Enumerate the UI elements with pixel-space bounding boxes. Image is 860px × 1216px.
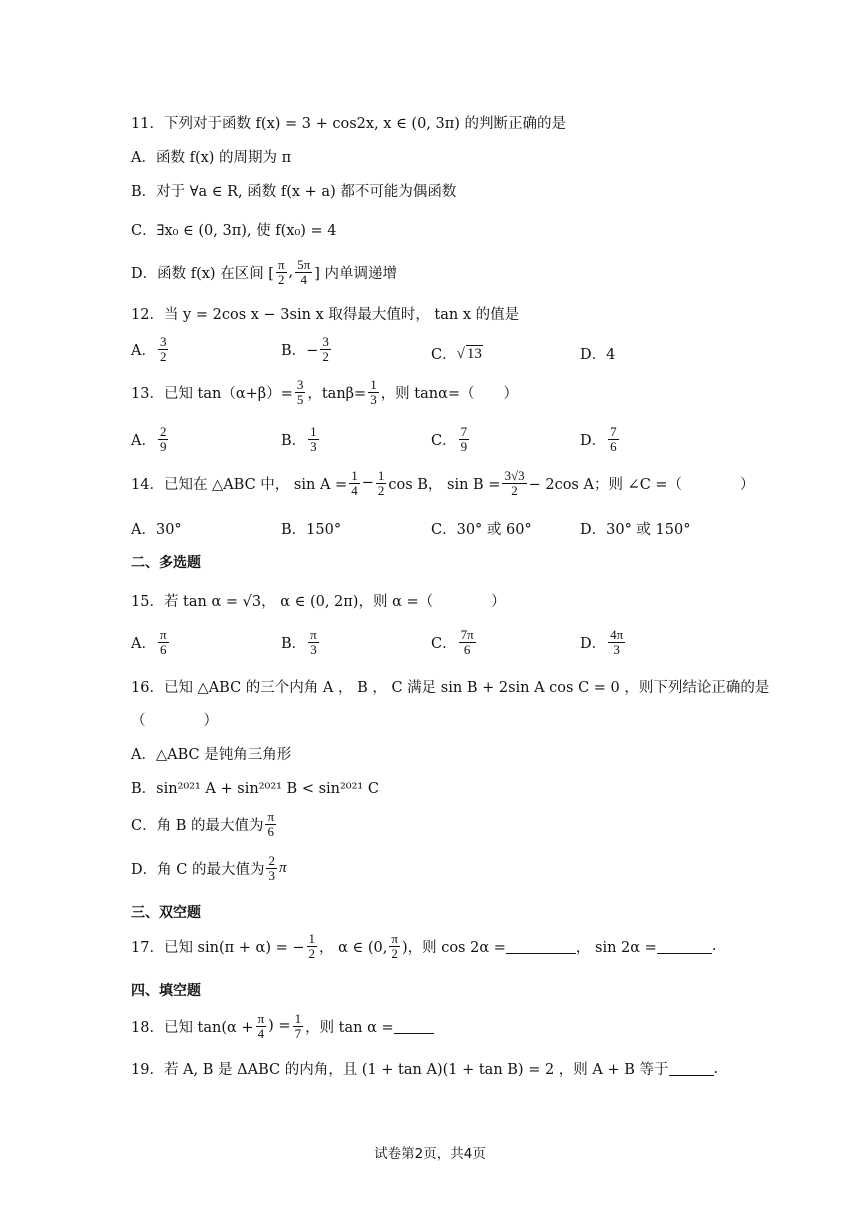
answer-blank[interactable] <box>394 1019 434 1034</box>
question-14-option-c: C．30° 或 60° <box>431 522 532 538</box>
question-11-stem: 11．下列对于函数 f(x) = 3 + cos2x, x ∈ (0, 3π) 的判断正确的是 <box>131 116 567 132</box>
question-13-option-a: A． $\frac{2}{9}$ <box>131 424 167 454</box>
question-17-stem: 17．已知 sin(π + α) = − $\frac{1}{2}$ ， α ∈ (0, $\frac{\pi}{2}$ )，则 cos 2α = ， sin 2α = . <box>131 931 717 961</box>
question-16-option-c: C．角 B 的最大值为 $\frac{\pi}{6}$ <box>131 809 275 839</box>
answer-blank[interactable] <box>669 1061 714 1076</box>
question-15-stem: 15．若 tan α = √3， α ∈ (0, 2π)，则 α =（ ） <box>131 594 506 610</box>
question-14-option-b: B．150° <box>281 522 342 538</box>
question-15-option-a: A． $\frac{\pi}{6}$ <box>131 627 167 657</box>
question-12-option-d: D．4 <box>580 347 616 363</box>
question-19-stem: 19．若 A, B 是 ΔABC 的内角，且 (1 + tan A)(1 + tan B) = 2 ，则 A + B 等于 . <box>131 1060 719 1078</box>
answer-blank[interactable] <box>506 939 576 954</box>
question-12-option-a: A． $\frac{3}{2}$ <box>131 334 167 364</box>
question-16-option-b: B．sin²⁰²¹ A + sin²⁰²¹ B < sin²⁰²¹ C <box>131 781 379 797</box>
question-15-option-b: B． $\frac{\pi}{3}$ <box>281 627 317 657</box>
question-15-option-d: D． $\frac{4\pi}{3}$ <box>580 627 624 657</box>
question-16-paren: （ ） <box>131 713 218 729</box>
question-11-option-d: D．函数 f(x) 在区间 [ $\frac{\pi}{2}$ , $\frac{5\pi}{4}$ ] 内单调递增 <box>131 257 398 287</box>
section-heading-multiple-choice: 二、多选题 <box>131 555 201 571</box>
question-11-option-c: C．∃x₀ ∈ (0, 3π), 使 f(x₀) = 4 <box>131 223 337 239</box>
fraction: $\frac{\pi}{2}$ <box>277 257 285 287</box>
question-15-option-c: C． $\frac{7\pi}{6}$ <box>431 627 474 657</box>
answer-blank[interactable] <box>657 939 712 954</box>
question-14-stem: 14．已知在 △ABC 中， sin A = $\frac{1}{4}$ − $\frac{1}{2}$ cos B， sin B = $\frac{3√3}{2}$ − 2cos A；则 ∠C =（ ） <box>131 468 755 498</box>
question-11-option-a: A．函数 f(x) 的周期为 π <box>131 150 292 166</box>
question-18-stem: 18．已知 tan(α + $\frac{\pi}{4}$ ) = $\frac{1}{7}$ ，则 tan α = <box>131 1012 434 1040</box>
question-13-option-c: C． $\frac{7}{9}$ <box>431 424 468 454</box>
question-13-option-d: D． $\frac{7}{6}$ <box>580 424 617 454</box>
question-13-stem: 13．已知 tan（α+β）= $\frac{3}{5}$ ，tanβ= $\frac{1}{3}$ ，则 tanα=（ ） <box>131 377 519 407</box>
question-16-option-d: D．角 C 的最大值为 $\frac{2}{3}$ π <box>131 853 287 883</box>
question-11-option-b: B．对于 ∀a ∈ R, 函数 f(x + a) 都不可能为偶函数 <box>131 184 457 200</box>
question-12-stem: 12．当 y = 2cos x − 3sin x 取得最大值时， tan x 的值是 <box>131 307 520 323</box>
question-12-option-c: C． √ 13 <box>431 345 482 363</box>
question-16-stem: 16．已知 △ABC 的三个内角 A ， B ， C 满足 sin B + 2sin A cos C = 0 ，则下列结论正确的是 <box>131 680 770 696</box>
question-16-option-a: A．△ABC 是钝角三角形 <box>131 747 292 763</box>
section-heading-double-blank: 三、双空题 <box>131 905 201 921</box>
section-heading-fill-blank: 四、填空题 <box>131 983 201 999</box>
question-14-option-d: D．30° 或 150° <box>580 522 691 538</box>
question-12-option-b: B．− $\frac{3}{2}$ <box>281 334 329 364</box>
fraction: $\frac{5\pi}{4}$ <box>297 257 311 287</box>
question-13-option-b: B． $\frac{1}{3}$ <box>281 424 317 454</box>
page-footer: 试卷第2页，共4页 <box>374 1146 486 1162</box>
question-14-option-a: A．30° <box>131 522 182 538</box>
